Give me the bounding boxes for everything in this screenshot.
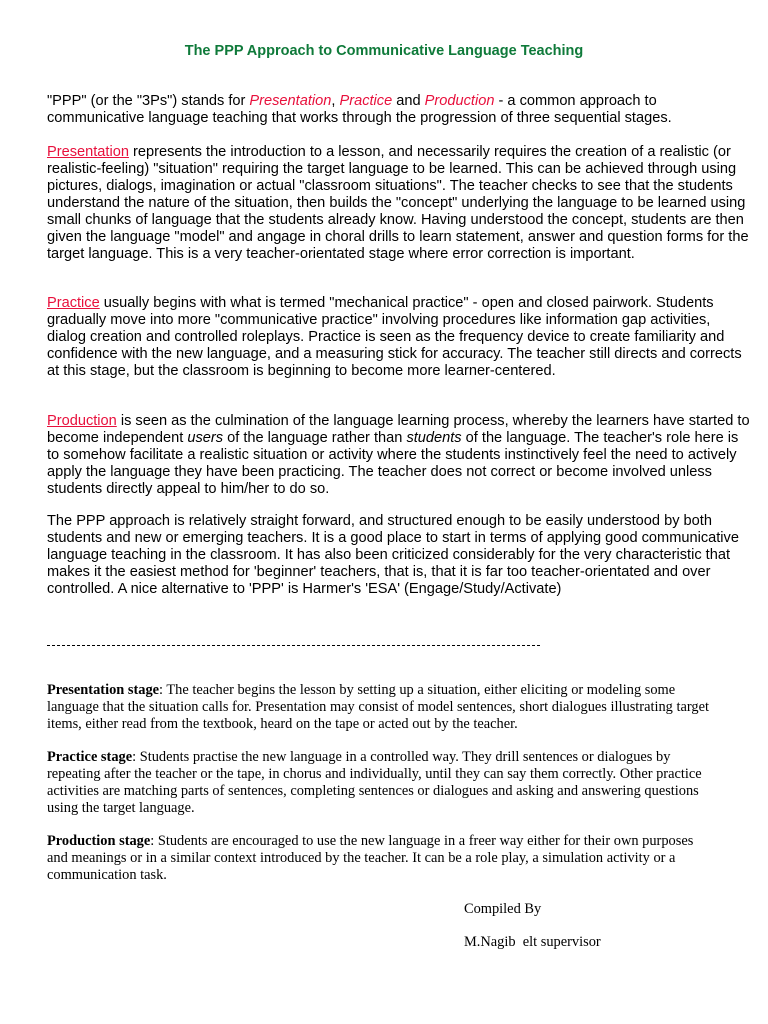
intro-text: "PPP" (or the "3Ps") stands for (47, 93, 250, 109)
presentation-stage-label: Presentation stage (47, 682, 160, 698)
presentation-stage-text: : The teacher begins the lesson by setting up a situation, either eliciting or modeling some language that the situation calls for. Presentation may consist of model sentences, short dialogues illustrating target items, either read from the textbook, heard on the tape or acted out by the teacher. (47, 682, 709, 732)
production-paragraph (47, 413, 753, 498)
intro-paragraph (47, 93, 753, 127)
compiled-by-label: Compiled By (464, 901, 542, 917)
presentation-term: Presentation (47, 144, 129, 160)
practice-text: usually begins with what is termed "mechanical practice" - open and closed pairwork. Students gradually move into more "communicative practice" involving procedures like information gap activities, dialog creation and controlled roleplays. Practice is seen as the frequency device to create familiarity and confidence with the new language, and a measuring stick for accuracy. The teacher still directs and corrects at this stage, but the classroom is beginning to become more learner-centered. (47, 295, 742, 379)
presentation-paragraph (47, 144, 753, 263)
dashed-divider (47, 645, 540, 646)
production-term: Production (47, 413, 117, 429)
presentation-stage-paragraph (47, 682, 717, 733)
author-name: M.Nagib elt supervisor (464, 934, 601, 950)
practice-stage-label: Practice stage (47, 749, 133, 765)
production-stage-label: Production stage (47, 833, 151, 849)
page-title: The PPP Approach to Communicative Language Teaching (184, 43, 584, 59)
students-word: students (406, 430, 462, 446)
intro-text: and (392, 93, 425, 109)
production-stage-paragraph (47, 833, 717, 884)
intro-text: - a common approach to communicative language teaching that works through the progression of three sequential stages. (47, 93, 672, 126)
practice-term: Practice (47, 295, 100, 311)
intro-text: , (331, 93, 340, 109)
users-word: users (187, 430, 224, 446)
keyword-practice: Practice (339, 93, 393, 109)
keyword-production: Production (424, 93, 495, 109)
production-stage-text: : Students are encouraged to use the new language in a freer way either for their own purposes and meanings or in a similar context introduced by the teacher. It can be a role play, a simulation activity or a communication task. (47, 833, 694, 883)
practice-stage-text: : Students practise the new language in a controlled way. They drill sentences or dialogues by repeating after the teacher or the tape, in chorus and individually, until they can say them correctly. Other practice activities are matching parts of sentences, completing sentences or dialogues and asking and answering questions using the target language. (47, 749, 702, 816)
production-text: is seen as the culmination of the language learning process, whereby the learners have started to become independent (47, 413, 750, 446)
production-text: of the language. The teacher's role here is to somehow facilitate a realistic situation or activity where the students instinctively feel the need to actively apply the language they have been practicing. The teacher does not correct or become involved unless students directly appeal to him/her to do so. (47, 430, 739, 497)
practice-paragraph (47, 295, 753, 380)
conclusion-paragraph: The PPP approach is relatively straight forward, and structured enough to be easily understood by both students and new or emerging teachers. It is a good place to start in terms of applying good communicative language teaching in the classroom. It has also been criticized considerably for the very characteristic that makes it the easiest method for 'beginner' teachers, that is, that it is far too teacher-orientated and over controlled. A nice alternative to 'PPP' is Harmer's 'ESA' (Engage/Study/Activate) (47, 513, 739, 597)
presentation-text: represents the introduction to a lesson, and necessarily requires the creation of a realistic (or realistic-feeling) "situation" requiring the target language to be learned. This can be achieved through using pictures, dialogs, imagination or actual "classroom situations". The teacher checks to see that the students understand the nature of the situation, then builds the "concept" underlying the language to be learned using small chunks of language that the students already know. Having understood the concept, students are then given the language "model" and angage in choral drills to learn statement, answer and question forms for the target language. This is a very teacher-orientated stage where error correction is important. (47, 144, 749, 262)
keyword-presentation: Presentation (249, 93, 332, 109)
production-text: of the language rather than (223, 430, 407, 446)
practice-stage-paragraph (47, 749, 717, 817)
